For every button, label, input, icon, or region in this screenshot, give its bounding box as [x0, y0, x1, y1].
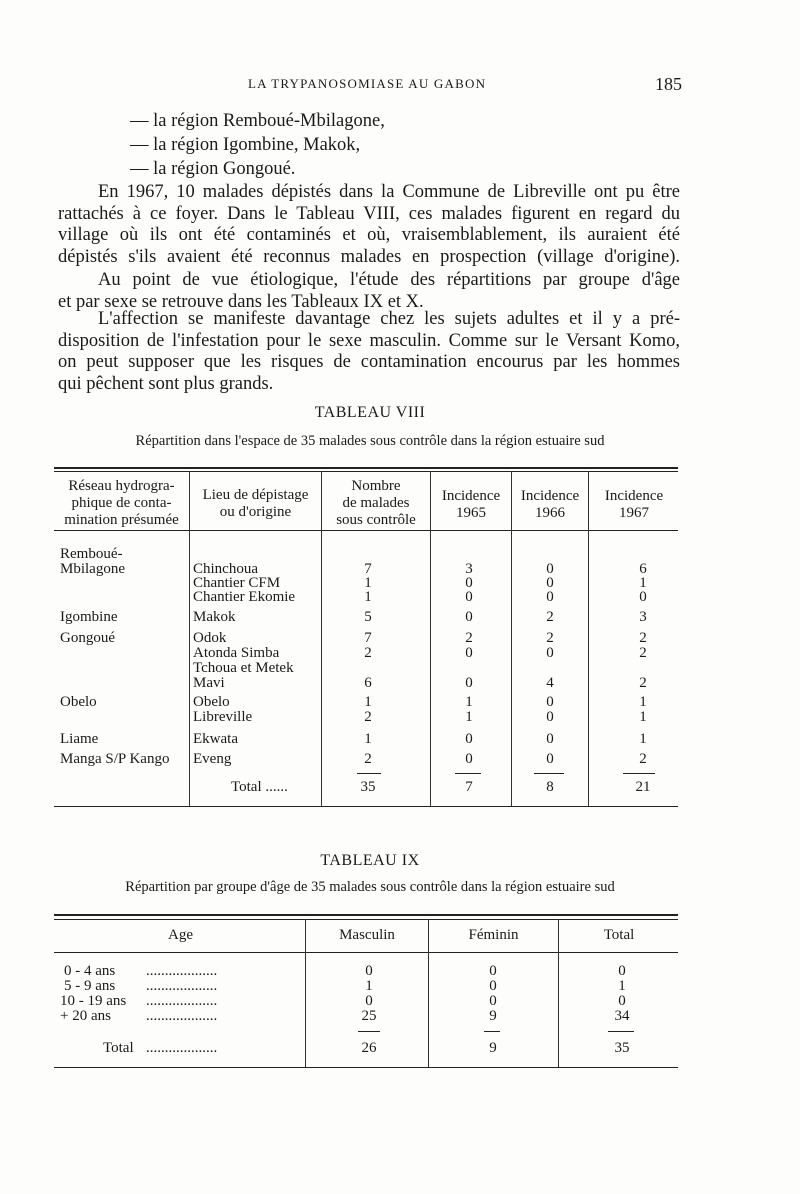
header-line: phique de conta-: [71, 495, 172, 511]
lieu-cell: Ekwata: [193, 731, 238, 747]
lieu-cell: Tchoua et Metek: [193, 660, 294, 676]
dot-leader: ...................: [146, 993, 218, 1009]
total-cell: 34: [614, 1008, 630, 1024]
count-cell: 7: [364, 561, 372, 577]
incidence-1965-cell: 0: [465, 731, 473, 747]
column-divider: [189, 471, 190, 806]
running-title: LA TRYPANOSOMIASE AU GABON: [248, 76, 487, 91]
feminin-cell: 9: [489, 1008, 497, 1024]
region-label: Remboué-: [60, 546, 123, 562]
lieu-cell: Chantier Ekomie: [193, 589, 296, 605]
incidence-1965-cell: 0: [465, 675, 473, 691]
sum-rule: [358, 1031, 380, 1032]
header-line: Incidence: [441, 488, 501, 504]
incidence-1965-cell: 0: [465, 609, 473, 625]
count-cell: 1: [364, 694, 372, 710]
incidence-1967-cell: 0: [639, 589, 647, 605]
count-cell: 1: [364, 731, 372, 747]
age-cell: 0 - 4 ans: [64, 963, 116, 979]
incidence-1965-cell: 0: [465, 645, 473, 661]
incidence-1966-cell: 0: [546, 561, 554, 577]
incidence-1965-cell: 2: [465, 630, 473, 646]
incidence-1967-cell: 6: [639, 561, 647, 577]
list-item: — la région Remboué-Mbilagone,: [130, 111, 385, 131]
lieu-cell: Eveng: [193, 751, 232, 767]
paragraph-line: Au point de vue étiologique, l'étude des répartitions par groupe d'âge: [98, 270, 680, 290]
incidence-1966-cell: 2: [546, 609, 554, 625]
masculin-cell: 1: [365, 978, 373, 994]
total-feminin: 9: [489, 1040, 497, 1056]
feminin-cell: 0: [489, 993, 497, 1009]
paragraph: [58, 270, 680, 313]
total-masculin: 26: [361, 1040, 377, 1056]
incidence-1967-cell: 1: [639, 731, 647, 747]
paragraph-line: disposition de l'infestation pour le sexe masculin. Comme sur le Versant Komo,: [58, 330, 680, 351]
paragraph: [58, 182, 680, 268]
region-label: Gongoué: [60, 630, 115, 646]
table-rule: [54, 914, 678, 916]
header-line: Lieu de dépistage: [202, 487, 309, 503]
incidence-1967-cell: 2: [639, 675, 647, 691]
header-line: 1966: [535, 505, 565, 521]
total-1967: 21: [635, 779, 651, 795]
lieu-cell: Chantier CFM: [193, 575, 281, 591]
table9-title: TABLEAU IX: [320, 852, 420, 869]
table-rule: [54, 952, 678, 953]
total-1965: 7: [465, 779, 473, 795]
paragraph-line: En 1967, 10 malades dépistés dans la Commune de Libreville ont pu être: [98, 182, 680, 202]
count-cell: 2: [364, 709, 372, 725]
header-lieu: [190, 487, 321, 521]
paragraph-line: L'affection se manifeste davantage chez les sujets adultes et il y a pré-: [98, 309, 680, 329]
total-count: 35: [360, 779, 376, 795]
header-line: Réseau hydrogra-: [68, 478, 175, 494]
incidence-1967-cell: 2: [639, 751, 647, 767]
incidence-1967-cell: 3: [639, 609, 647, 625]
masculin-cell: 25: [361, 1008, 377, 1024]
count-cell: 5: [364, 609, 372, 625]
incidence-1966-cell: 0: [546, 751, 554, 767]
sum-rule: [455, 773, 481, 774]
lieu-cell: Chinchoua: [193, 561, 258, 577]
paragraph-line: dépistés s'ils avaient été reconnus malades en prospection (village d'origine).: [58, 246, 680, 267]
running-header: [0, 74, 800, 96]
count-cell: 2: [364, 751, 372, 767]
table8-caption: Répartition dans l'espace de 35 malades sous contrôle dans la région estuaire sud: [135, 433, 605, 449]
total-label: Total: [103, 1040, 134, 1056]
incidence-1966-cell: 0: [546, 575, 554, 591]
total-cell: 0: [618, 993, 626, 1009]
total-cell: 1: [618, 978, 626, 994]
lieu-cell: Mavi: [193, 675, 225, 691]
incidence-1966-cell: 0: [546, 731, 554, 747]
sum-rule: [534, 773, 564, 774]
header-total: Total: [603, 927, 635, 943]
header-reseau: [56, 478, 187, 529]
header-incidence-1967: [589, 488, 679, 522]
incidence-1965-cell: 1: [465, 694, 473, 710]
lieu-cell: Odok: [193, 630, 227, 646]
header-line: mination présumée: [64, 512, 179, 528]
lieu-cell: Libreville: [193, 709, 253, 725]
region-label: Liame: [60, 731, 99, 747]
masculin-cell: 0: [365, 963, 373, 979]
count-cell: 2: [364, 645, 372, 661]
header-line: Incidence: [604, 488, 664, 504]
feminin-cell: 0: [489, 978, 497, 994]
table-rule: [54, 467, 678, 469]
incidence-1966-cell: 2: [546, 630, 554, 646]
header-line: ou d'origine: [219, 504, 292, 520]
header-line: de malades: [342, 495, 410, 511]
age-cell: 5 - 9 ans: [64, 978, 116, 994]
dot-leader: ...................: [146, 1040, 218, 1056]
count-cell: 7: [364, 630, 372, 646]
table-rule: [54, 806, 678, 807]
total-1966: 8: [546, 779, 554, 795]
table-rule: [54, 919, 678, 920]
header-age: Age: [168, 927, 193, 943]
incidence-1965-cell: 0: [465, 575, 473, 591]
header-incidence-1965: [431, 488, 511, 522]
header-line: 1965: [456, 505, 486, 521]
lieu-cell: Makok: [193, 609, 236, 625]
paragraph-line: on peut supposer que les risques de contamination encourus par les hommes: [58, 352, 680, 372]
masculin-cell: 0: [365, 993, 373, 1009]
region-label: Igombine: [60, 609, 118, 625]
header-incidence-1966: [512, 488, 588, 522]
incidence-1965-cell: 3: [465, 561, 473, 577]
incidence-1966-cell: 0: [546, 694, 554, 710]
incidence-1965-cell: 0: [465, 589, 473, 605]
paragraph-line: et par sexe se retrouve dans les Tableaux IX et X.: [58, 291, 424, 312]
incidence-1965-cell: 0: [465, 751, 473, 767]
dot-leader: ...................: [146, 963, 218, 979]
dot-leader: ...................: [146, 1008, 218, 1024]
region-label: Manga S/P Kango: [60, 751, 170, 767]
feminin-cell: 0: [489, 963, 497, 979]
header-feminin: Féminin: [468, 927, 519, 943]
table-rule: [54, 1067, 678, 1068]
incidence-1967-cell: 1: [639, 694, 647, 710]
dot-leader: ...................: [146, 978, 218, 994]
count-cell: 1: [364, 575, 372, 591]
table-rule: [54, 471, 678, 472]
paragraph: [58, 309, 680, 395]
count-cell: 1: [364, 589, 372, 605]
age-cell: + 20 ans: [60, 1008, 111, 1024]
list-item: — la région Igombine, Makok,: [130, 135, 361, 155]
paragraph-line: village où ils ont été contaminés et où, vraisemblablement, ils auraient été: [58, 225, 680, 245]
paragraph-line: rattachés à ce foyer. Dans le Tableau VIII, ces malades figurent en regard du: [58, 203, 680, 224]
header-nombre: [322, 478, 430, 529]
incidence-1966-cell: 4: [546, 675, 554, 691]
region-label: Obelo: [60, 694, 97, 710]
lieu-cell: Obelo: [193, 694, 230, 710]
header-line: sous contrôle: [336, 512, 416, 528]
incidence-1966-cell: 0: [546, 645, 554, 661]
sum-rule: [623, 773, 655, 774]
lieu-cell: Atonda Simba: [193, 645, 280, 661]
incidence-1967-cell: 2: [639, 645, 647, 661]
age-cell: 10 - 19 ans: [60, 993, 127, 1009]
sum-rule: [357, 773, 381, 774]
table9-caption: Répartition par groupe d'âge de 35 malades sous contrôle dans la région estuaire sud: [125, 879, 615, 895]
paragraph-line: qui pêchent sont plus grands.: [58, 373, 274, 394]
page-number: 185: [655, 74, 682, 94]
region-label: Mbilagone: [60, 561, 125, 577]
header-line: 1967: [619, 505, 649, 521]
incidence-1966-cell: 0: [546, 709, 554, 725]
sum-rule: [608, 1031, 634, 1032]
incidence-1967-cell: 1: [639, 709, 647, 725]
sum-rule: [484, 1031, 500, 1032]
incidence-1967-cell: 2: [639, 630, 647, 646]
total-label: Total ......: [231, 779, 288, 795]
count-cell: 6: [364, 675, 372, 691]
total-total: 35: [614, 1040, 630, 1056]
incidence-1967-cell: 1: [639, 575, 647, 591]
list-item: — la région Gongoué.: [130, 159, 296, 179]
header-line: Nombre: [351, 478, 401, 494]
incidence-1965-cell: 1: [465, 709, 473, 725]
incidence-1966-cell: 0: [546, 589, 554, 605]
header-masculin: Masculin: [339, 927, 395, 943]
total-cell: 0: [618, 963, 626, 979]
header-line: Incidence: [520, 488, 580, 504]
table-rule: [54, 530, 678, 531]
table8-title: TABLEAU VIII: [314, 404, 426, 421]
